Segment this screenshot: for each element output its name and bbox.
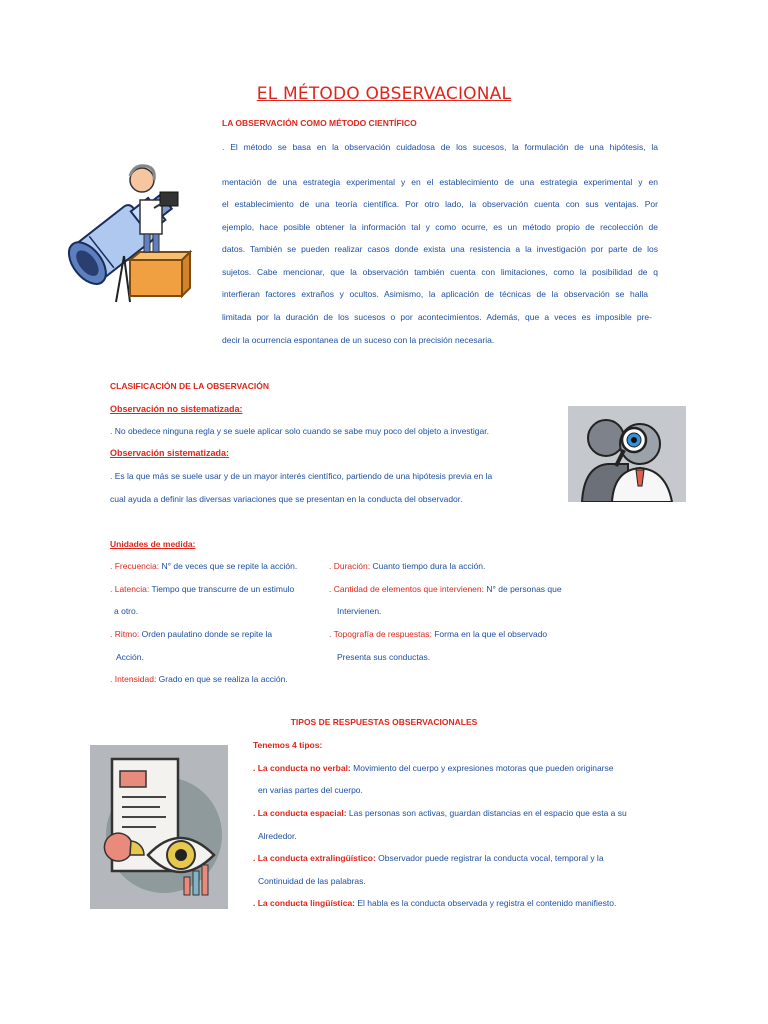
section1-line: limitada por la duración de los sucesos o por acontecimientos. Además, que a veces es imposible pre- xyxy=(222,312,652,322)
section1-line: sujetos. Cabe mencionar, que la observación también cuenta con limitaciones, como la posibilidad de q xyxy=(222,267,658,277)
unit-label: . Intensidad: xyxy=(110,674,157,684)
response-type-continuation: Alrededor. xyxy=(258,831,297,841)
unit-label: . Ritmo: xyxy=(110,629,140,639)
section4-heading: TIPOS DE RESPUESTAS OBSERVACIONALES xyxy=(290,717,478,727)
section1-line: mentación de una estrategia experimental y en el establecimiento de una estrategia experimental y en xyxy=(222,177,658,187)
section1-line: interfieran factores extraños y ocultos. Asimismo, la aplicación de técnicas de la observación se halla xyxy=(222,289,648,299)
unit-text: N° de veces que se repite la acción. xyxy=(159,561,298,571)
unit-text: Cuanto tiempo dura la acción. xyxy=(370,561,486,571)
telescope-icon xyxy=(54,152,194,312)
section1-line: ejemplo, hace posible obtener la información tal y como ocurre, es un método propio de recolección de xyxy=(222,222,658,232)
section2-heading: CLASIFICACIÓN DE LA OBSERVACIÓN xyxy=(110,381,269,391)
unit-text: Forma en la que el observado xyxy=(431,629,548,639)
section1-line: . El método se basa en la observación cuidadosa de los sucesos, la formulación de una hipótesis, la xyxy=(222,142,658,152)
sistematizada-label: Observación sistematizada: xyxy=(110,448,230,458)
section4-intro: Tenemos 4 tipos: xyxy=(253,740,323,750)
sistematizada-line: cual ayuda a definir las diversas variaciones que se presentan en la conducta del observador. xyxy=(110,494,463,504)
section1-line: el establecimiento de una teoría científica. Por otro lado, la observación cuenta con sus ventajas. Por xyxy=(222,199,658,209)
unit-latencia xyxy=(110,584,294,594)
unit-text: N° de personas que xyxy=(484,584,562,594)
response-type-item xyxy=(253,763,613,773)
unit-continuation: Presenta sus conductas. xyxy=(337,652,431,662)
section1-line: decir la ocurrencia espontanea de un suceso con la precisión necesaria. xyxy=(222,335,495,345)
report-eye-icon xyxy=(90,745,228,909)
section3-heading: Unidades de medida: xyxy=(110,539,196,549)
no-sistematizada-label: Observación no sistematizada: xyxy=(110,404,243,414)
unit-cantidad xyxy=(329,584,562,594)
response-type-item xyxy=(253,853,604,863)
unit-label: . Latencia: xyxy=(110,584,150,594)
response-type-label: . La conducta espacial: xyxy=(253,808,347,818)
response-type-text: El habla es la conducta observada y registra el contenido manifiesto. xyxy=(355,898,617,908)
unit-continuation: a otro. xyxy=(114,606,139,616)
no-sistematizada-text: . No obedece ninguna regla y se suele aplicar solo cuando se sabe muy poco del objeto a investigar. xyxy=(110,426,489,436)
section1-line: datos. También se pueden realizar casos donde exista una resistencia a la investigación por parte de los xyxy=(222,244,658,254)
unit-label: . Topografía de respuestas: xyxy=(329,629,432,639)
unit-continuation: Intervienen. xyxy=(337,606,382,616)
response-type-label: . La conducta lingüística: xyxy=(253,898,356,908)
document-eye-illustration xyxy=(90,745,228,909)
unit-duracion xyxy=(329,561,485,571)
response-type-continuation: en varias partes del cuerpo. xyxy=(258,785,363,795)
unit-ritmo xyxy=(110,629,272,639)
response-type-item xyxy=(253,898,616,908)
response-type-text: Las personas son activas, guardan distancias en el espacio que esta a su xyxy=(346,808,627,818)
sistematizada-line: . Es la que más se suele usar y de un mayor interés científico, partiendo de una hipótesis previa en la xyxy=(110,471,493,481)
scientist-telescope-illustration xyxy=(54,152,194,312)
unit-text: Orden paulatino donde se repite la xyxy=(139,629,273,639)
unit-continuation: Acción. xyxy=(116,652,144,662)
unit-frecuencia xyxy=(110,561,297,571)
unit-label: . Frecuencia: xyxy=(110,561,160,571)
section1-heading: LA OBSERVACIÓN COMO MÉTODO CIENTÍFICO xyxy=(222,118,417,128)
response-type-label: . La conducta no verbal: xyxy=(253,763,351,773)
response-type-continuation: Continuidad de las palabras. xyxy=(258,876,366,886)
unit-text: Tiempo que transcurre de un estimulo xyxy=(149,584,295,594)
response-type-text: Movimiento del cuerpo y expresiones motoras que pueden originarse xyxy=(350,763,614,773)
magnifying-glass-person-icon xyxy=(568,406,686,502)
unit-label: . Cantidad de elementos que intervienen: xyxy=(329,584,484,594)
observer-illustration xyxy=(568,406,686,502)
unit-text: Grado en que se realiza la acción. xyxy=(156,674,288,684)
response-type-item xyxy=(253,808,627,818)
unit-topografia xyxy=(329,629,547,639)
page-title: EL MÉTODO OBSERVACIONAL xyxy=(256,84,512,104)
unit-intensidad xyxy=(110,674,288,684)
response-type-text: Observador puede registrar la conducta vocal, temporal y la xyxy=(375,853,604,863)
response-type-label: . La conducta extralingüístico: xyxy=(253,853,376,863)
unit-label: . Duración: xyxy=(329,561,371,571)
